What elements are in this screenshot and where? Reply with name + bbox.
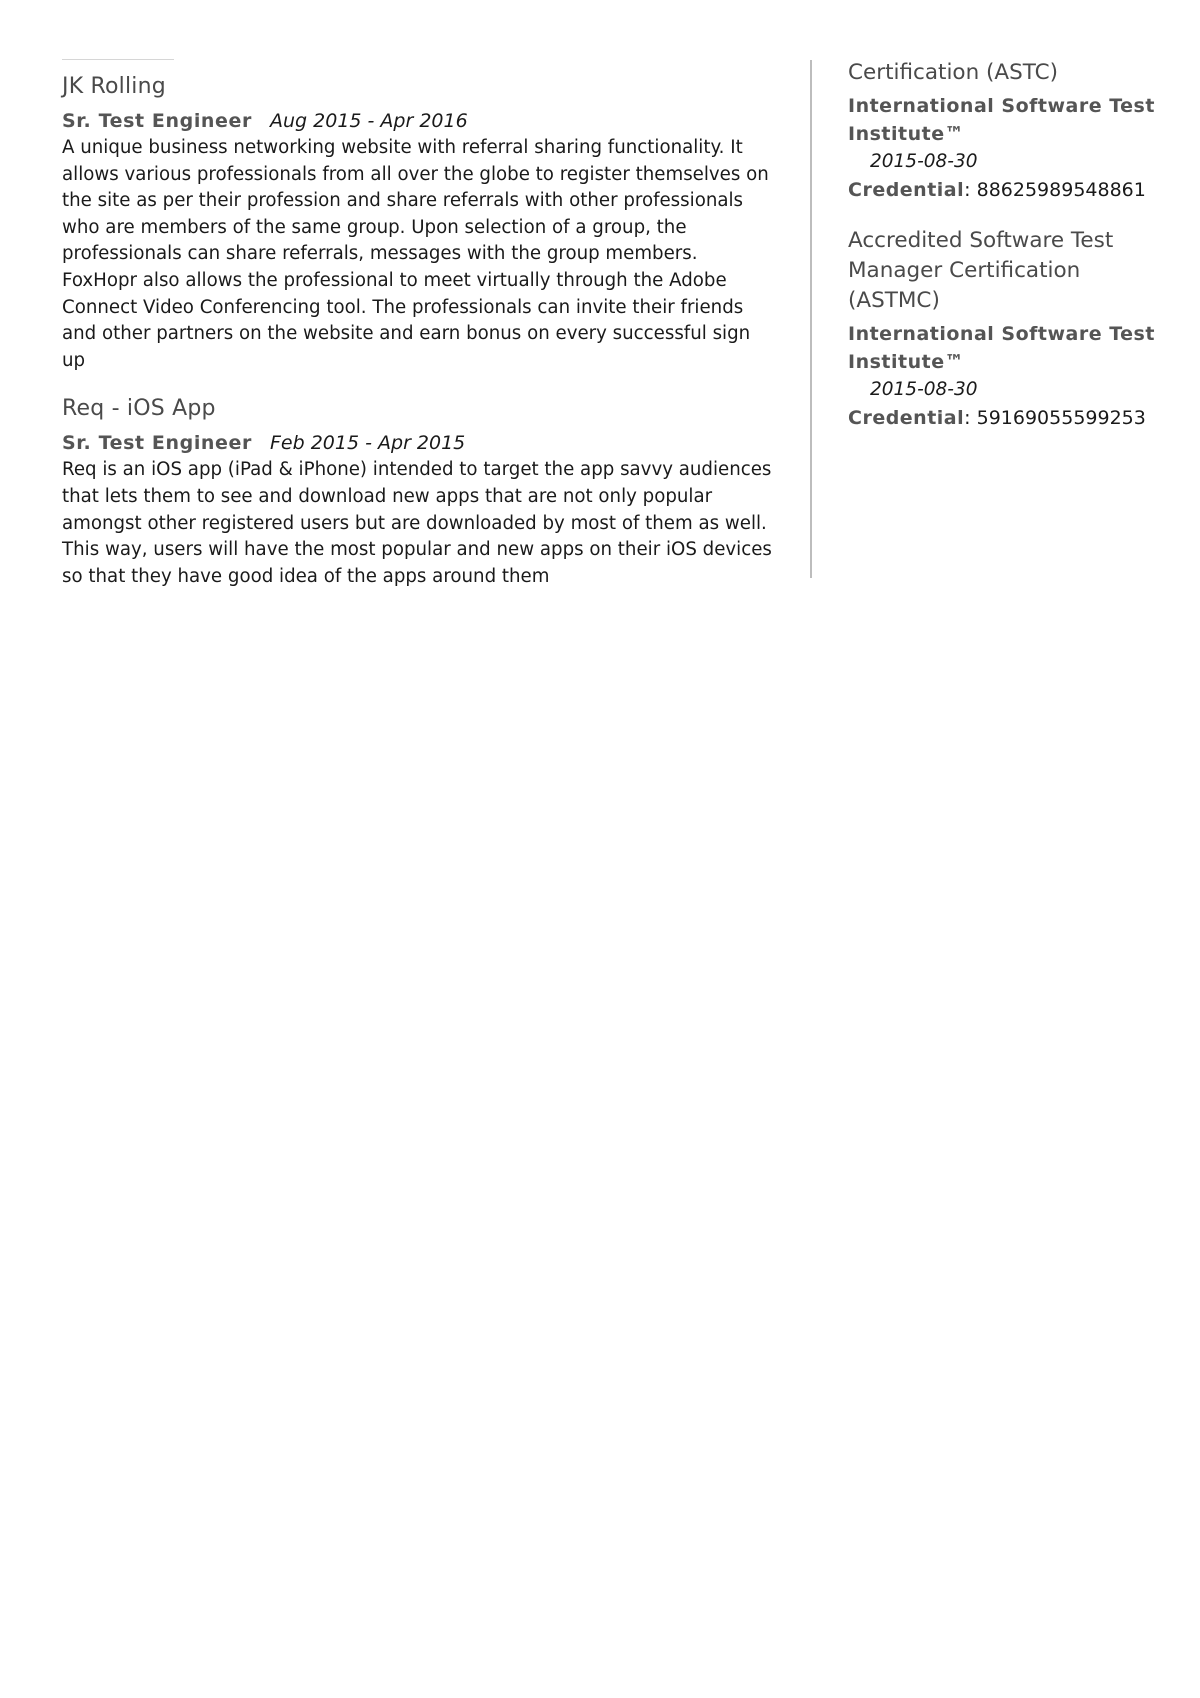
project-description: A unique business networking website with referral sharing functionality. It allows various professionals from all over the globe to register themselves on the site as per their profession and share referrals with other professionals who are members of the same group. Upon selection of a group, the professionals can share referrals, messages with the group members. FoxHopr also allows the professional to meet virtually through the Adobe Connect Video Conferencing tool. The professionals can invite their friends and other partners on the website and earn bonus on every successful sign up: [62, 137, 769, 371]
project-entry: [62, 394, 774, 590]
certification-name: Accredited Software Test Manager Certification (ASTMC): [848, 228, 1114, 313]
certification-issuer: International Software Test Institute™: [848, 95, 1155, 145]
certification-date: 2015-08-30: [870, 379, 978, 400]
credential-label: Credential: [848, 407, 965, 429]
certification-name: Certification (ASTC): [848, 60, 1059, 85]
project-description: Req is an iOS app (iPad & iPhone) intended to target the app savvy audiences that lets them to see and download new apps that are not only popular amongst other registered users but are downloaded by most of them as well. This way, users will have the most popular and new apps on their iOS devices so that they have good idea of the apps around them: [62, 459, 772, 587]
experience-column: [62, 72, 774, 610]
project-dates: Aug 2015 - Apr 2016: [270, 110, 468, 132]
project-role: Sr. Test Engineer: [62, 110, 252, 132]
section-top-rule: [62, 59, 174, 60]
project-role: Sr. Test Engineer: [62, 432, 252, 455]
project-title: JK Rolling: [62, 74, 166, 99]
project-role-line: [62, 430, 774, 456]
credential-label: Credential: [848, 179, 965, 201]
certification-entry: [848, 58, 1168, 204]
project-title: Req - iOS App: [62, 396, 216, 422]
column-divider: [810, 60, 812, 578]
project-role-line: [62, 108, 774, 134]
certification-credential: Credential: 88625989548861: [848, 179, 1146, 201]
certifications-column: [848, 58, 1168, 454]
credential-value: 59169055599253: [976, 407, 1146, 429]
project-dates: Feb 2015 - Apr 2015: [270, 432, 466, 455]
project-entry: [62, 72, 774, 374]
certification-credential: Credential: 59169055599253: [848, 407, 1146, 429]
credential-value: 88625989548861: [976, 179, 1146, 201]
certification-issuer: International Software Test Institute™: [848, 323, 1155, 373]
certification-entry: [848, 226, 1168, 432]
certification-date: 2015-08-30: [870, 151, 978, 172]
